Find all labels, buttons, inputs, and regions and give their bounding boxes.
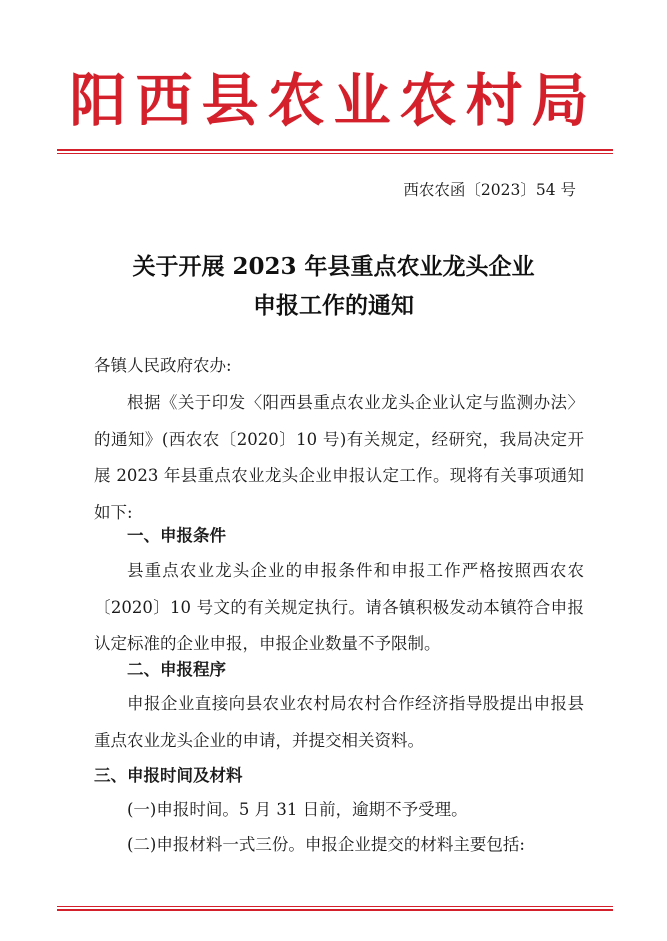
section-2-paragraph: 申报企业直接向县农业农村局农村合作经济指导股提出申报县重点农业龙头企业的申请，并提交相关资料。: [94, 694, 584, 750]
section-2-heading: 二、申报程序: [127, 660, 226, 679]
document-title-line-1: 关于开展 2023 年县重点农业龙头企业: [132, 253, 535, 280]
section-3-heading: 三、申报时间及材料: [94, 766, 243, 785]
intro-paragraph: 根据《关于印发〈阳西县重点农业龙头企业认定与监测办法〉的通知》(西农农〔2020〕10 号)有关规定，经研究，我局决定开展 2023 年县重点农业龙头企业申报认定工作。现将有关事项通知如下:: [94, 393, 584, 522]
document-number: 西农农函〔2023〕54 号: [403, 181, 576, 199]
section-1-paragraph: 县重点农业龙头企业的申报条件和申报工作严格按照西农农〔2020〕10 号文的有关规定执行。请各镇积极发动本镇符合申报认定标准的企业申报，申报企业数量不予限制。: [94, 561, 584, 653]
salutation: 各镇人民政府农办:: [94, 356, 232, 375]
section-3-item-2: (二)申报材料一式三份。申报企业提交的材料主要包括:: [127, 835, 525, 854]
org-name-header: 阳西县农业农村局: [69, 68, 598, 134]
section-3-item-1: (一)申报时间。5 月 31 日前，逾期不予受理。: [127, 800, 468, 819]
section-1-heading: 一、申报条件: [127, 526, 226, 545]
document-title-line-2: 申报工作的通知: [253, 292, 414, 319]
header-red-rule: [57, 149, 613, 154]
footer-red-rule: [57, 906, 613, 911]
